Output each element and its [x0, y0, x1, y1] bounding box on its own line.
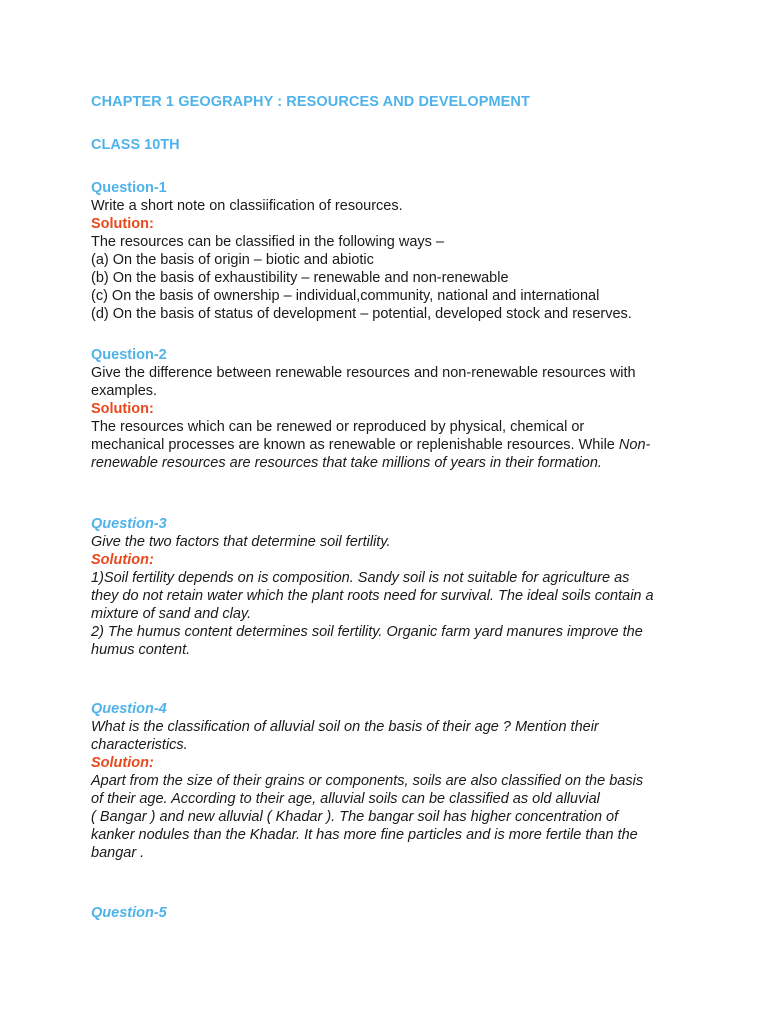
answer-2-line: The resources which can be renewed or reproduced by physical, chemical or [91, 419, 585, 435]
question-5-heading: Question-5 [91, 905, 167, 921]
question-3-heading: Question-3 [91, 516, 167, 532]
question-4-text: What is the classification of alluvial soil on the basis of their age ? Mention their [91, 719, 599, 735]
answer-3-line: they do not retain water which the plant roots need for survival. The ideal soils contain a [91, 588, 654, 604]
question-2-text: Give the difference between renewable resources and non-renewable resources with [91, 365, 636, 381]
question-2-text: examples. [91, 383, 158, 399]
question-2-heading: Question-2 [91, 347, 167, 363]
question-1-text: Write a short note on classiification of resources. [91, 198, 403, 214]
class-label: CLASS 10TH [91, 137, 180, 153]
solution-1-label: Solution: [91, 216, 154, 232]
answer-2-line: renewable resources are resources that take millions of years in their formation. [91, 455, 602, 471]
answer-4-line: of their age. According to their age, alluvial soils can be classified as old alluvial [91, 791, 600, 807]
answer-2-line [91, 436, 711, 454]
question-4-block [91, 700, 711, 862]
question-2-block [91, 346, 711, 472]
answer-3-line: 2) The humus content determines soil fertility. Organic farm yard manures improve the [91, 624, 643, 640]
solution-3-label: Solution: [91, 552, 154, 568]
answer-1-line: (c) On the basis of ownership – individual,community, national and international [91, 288, 600, 304]
answer-4-line: bangar . [91, 845, 145, 861]
answer-4-line: Apart from the size of their grains or components, soils are also classified on the basis [91, 773, 644, 789]
question-1-heading: Question-1 [91, 180, 167, 196]
answer-2-italic: Non- [618, 437, 651, 453]
answer-4-line: ( Bangar ) and new alluvial ( Khadar ). The bangar soil has higher concentration of [91, 809, 619, 825]
page-title: CHAPTER 1 GEOGRAPHY : RESOURCES AND DEVELOPMENT [91, 94, 530, 110]
question-1-block [91, 179, 691, 323]
answer-1-line: The resources can be classified in the following ways – [91, 234, 445, 250]
answer-3-line: 1)Soil fertility depends on is composition. Sandy soil is not suitable for agriculture as [91, 570, 630, 586]
solution-4-label: Solution: [91, 755, 154, 771]
answer-3-line: mixture of sand and clay. [91, 606, 252, 622]
question-3-block [91, 515, 711, 659]
question-4-text: characteristics. [91, 737, 188, 753]
answer-1-line: (b) On the basis of exhaustibility – renewable and non-renewable [91, 270, 509, 286]
question-5-block [91, 904, 691, 922]
answer-4-line: kanker nodules than the Khadar. It has more fine particles and is more fertile than the [91, 827, 638, 843]
question-4-heading: Question-4 [91, 701, 167, 717]
answer-1-line: (d) On the basis of status of development – potential, developed stock and reserves. [91, 306, 632, 322]
answer-1-line: (a) On the basis of origin – biotic and abiotic [91, 252, 374, 268]
solution-2-label: Solution: [91, 401, 154, 417]
answer-2-normal: mechanical processes are known as renewable or replenishable resources. While [91, 437, 619, 453]
answer-3-line: humus content. [91, 642, 191, 658]
question-3-text: Give the two factors that determine soil fertility. [91, 534, 391, 550]
